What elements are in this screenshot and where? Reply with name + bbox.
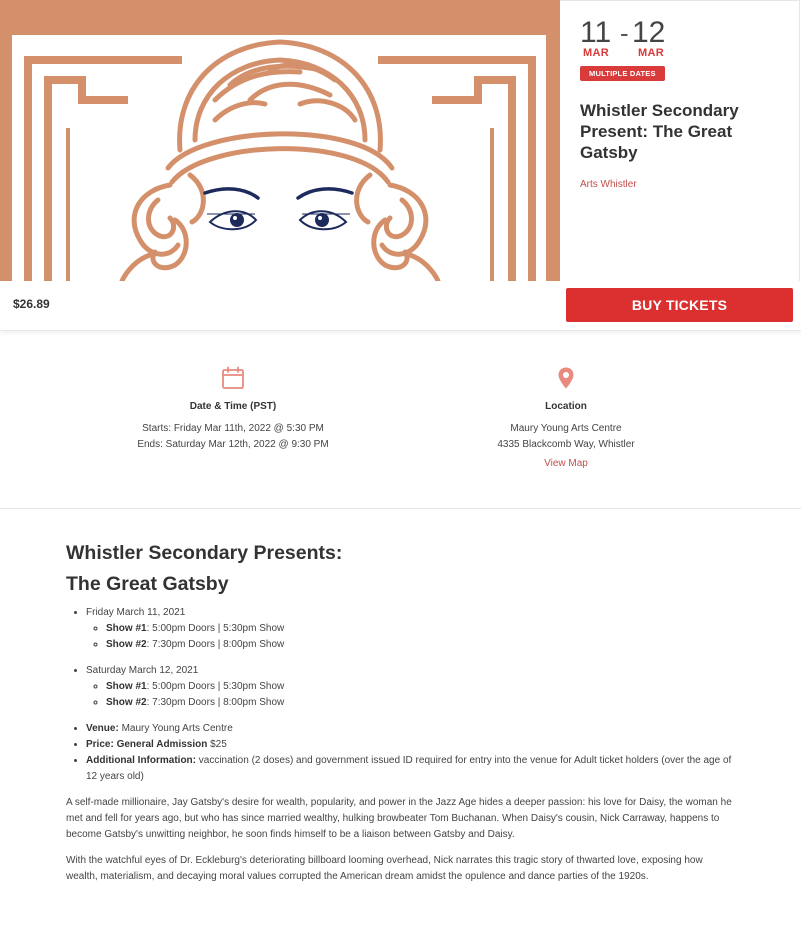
show-label: Show #1 (106, 681, 147, 692)
calendar-icon (221, 366, 245, 390)
price-label: Price: General Admission (86, 739, 208, 750)
venue-name: Maury Young Arts Centre (510, 423, 622, 434)
description-paragraph: A self-made millionaire, Jay Gatsby's desire for wealth, popularity, and power in the Jazz Age hides a deeper passion: his love for Daisy, the woman he met and fell for years ago, but who has since married wealthy, hulking browbeater Tom Buchanan. When Daisy's cousin, Nick Carraway, happens to become Gatsby's unwitting neighbor, he soon finds himself to be a liaison between Gatsby and Daisy. (66, 797, 732, 840)
list-item (86, 663, 736, 711)
schedule-date: Friday March 11, 2021 (86, 607, 186, 618)
datetime-section (83, 340, 383, 453)
start-month: MAR (583, 47, 609, 59)
end-month: MAR (638, 47, 664, 59)
show-list (86, 679, 736, 711)
event-title: Whistler Secondary Present: The Great Gatsby (580, 101, 739, 162)
venue-item (86, 721, 736, 737)
gatsby-poster-illustration (0, 0, 560, 281)
additional-info-value: vaccination (2 doses) and government issued ID required for entry into the venue for Adult ticket holders (over the age of 12 years old) (86, 755, 732, 782)
price-item (86, 737, 736, 753)
schedule-list (66, 605, 736, 785)
show-list (86, 621, 736, 653)
price-value: $25 (207, 739, 227, 750)
venue-label: Venue: (86, 723, 119, 734)
purchase-bar (0, 282, 801, 331)
list-item (106, 621, 736, 637)
end-day: 12 (632, 16, 666, 49)
end-datetime: Ends: Saturday Mar 12th, 2022 @ 9:30 PM (137, 439, 329, 450)
map-pin-icon (554, 366, 578, 390)
start-day: 11 (580, 16, 612, 49)
show-time: : 7:30pm Doors | 8:00pm Show (146, 697, 285, 708)
venue-address: 4335 Blackcomb Way, Whistler (497, 439, 635, 450)
multiple-dates-badge: MULTIPLE DATES (580, 66, 665, 81)
event-date-range (580, 17, 680, 63)
additional-info-item (86, 753, 736, 785)
description-heading-line1: Whistler Secondary Presents: (66, 542, 343, 564)
list-item (106, 695, 736, 711)
start-datetime: Starts: Friday Mar 11th, 2022 @ 5:30 PM (142, 423, 324, 434)
event-poster-image (0, 0, 560, 281)
show-time: : 5:00pm Doors | 5:30pm Show (146, 681, 285, 692)
organizer-link[interactable]: Arts Whistler (580, 179, 637, 190)
location-heading: Location (545, 401, 587, 412)
view-map-link[interactable]: View Map (544, 458, 588, 469)
buy-tickets-button[interactable]: BUY TICKETS (566, 288, 793, 322)
ticket-price: $26.89 (13, 297, 50, 311)
event-summary-panel (560, 0, 800, 281)
event-description (66, 538, 736, 885)
show-time: : 5:00pm Doors | 5:30pm Show (146, 623, 285, 634)
list-item (106, 679, 736, 695)
show-label: Show #2 (106, 639, 147, 650)
list-item (86, 605, 736, 653)
event-hero (0, 0, 801, 282)
show-label: Show #2 (106, 697, 147, 708)
description-heading-line2: The Great Gatsby (66, 573, 229, 595)
schedule-date: Saturday March 12, 2021 (86, 665, 199, 676)
datetime-heading: Date & Time (PST) (189, 401, 277, 412)
show-time: : 7:30pm Doors | 8:00pm Show (146, 639, 285, 650)
list-item (106, 637, 736, 653)
date-separator: - (620, 18, 629, 48)
event-details (0, 340, 801, 509)
venue-value: Maury Young Arts Centre (118, 723, 233, 734)
description-paragraph: With the watchful eyes of Dr. Eckleburg's deteriorating billboard looming overhead, Nick narrates this tragic story of thwarted love, exposing how wealth, materialism, and decaying moral values corrupted the American dream amidst the opulence and dance parties of the 1920s. (66, 855, 703, 882)
show-label: Show #1 (106, 623, 147, 634)
additional-info-label: Additional Information: (86, 755, 196, 766)
location-section (416, 340, 716, 472)
